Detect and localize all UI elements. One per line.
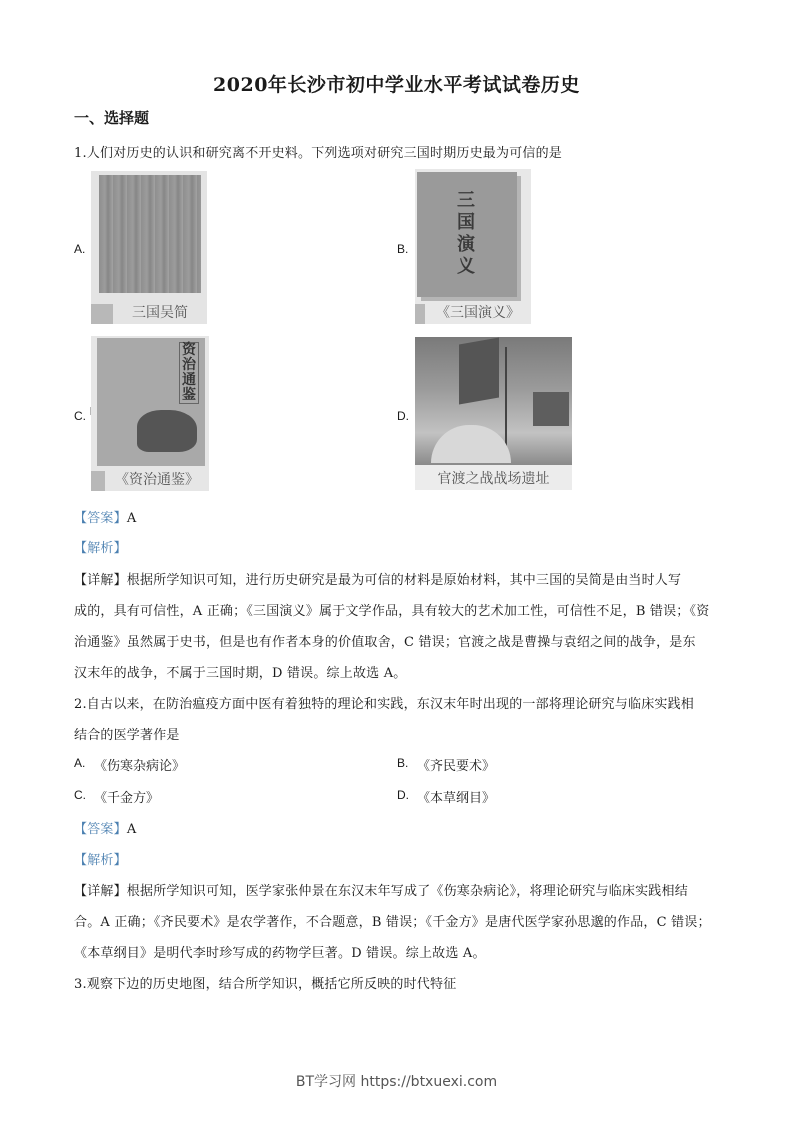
page-title: 2020年长沙市初中学业水平考试试卷历史 [213, 74, 580, 96]
q1-option-d-image [415, 337, 572, 490]
bamboo-slips-icon [99, 175, 201, 293]
q1-detail-line: 汉末年的战争，不属于三国时期，D 错误。综上故选 A。 [74, 666, 407, 681]
q1-option-c-caption: 《资治通鉴》 [115, 472, 199, 488]
q1-detail-line: 【详解】根据所学知识可知，进行历史研究是最为可信的材料是原始材料，其中三国的吴简是由当时人写 [74, 573, 682, 588]
answer-tag: 【答案】 [74, 822, 127, 837]
q1-detail-line: 成的，具有可信性，A 正确；《三国演义》属于文学作品，具有较大的艺术加工性，可信性不足，B 错误；《资 [74, 604, 710, 619]
question-2-stem: 2.自古以来，在防治瘟疫方面中医有着独特的理论和实践，东汉末年时出现的一部将理论研究与临床实践相 [74, 697, 695, 712]
book-cover-icon: 三国演义 [417, 172, 517, 297]
q2-option-a-text: 《伤寒杂病论》 [94, 759, 186, 774]
q2-detail-line: 合。A 正确；《齐民要术》是农学著作，不合题意，B 错误；《千金方》是唐代医学家孙思邈的作品，C 错误； [74, 915, 711, 930]
book-cover-icon: 资治通鉴 [97, 338, 205, 466]
q2-option-a-label: A. [74, 756, 86, 770]
q1-option-a-caption: 三国吴简 [132, 305, 188, 321]
answer-value: A [126, 822, 137, 837]
gray-block [91, 471, 105, 491]
q1-option-d-label: D. [397, 409, 409, 423]
section-heading: 一、选择题 [74, 109, 150, 127]
q1-detail-line: 治通鉴》虽然属于史书，但是也有作者本身的价值取舍，C 错误；官渡之战是曹操与袁绍之间的战争，是东 [74, 635, 696, 650]
q1-answer [74, 507, 136, 526]
answer-tag: 【答案】 [74, 511, 127, 526]
question-3-stem: 3.观察下边的历史地图，结合所学知识，概括它所反映的时代特征 [74, 977, 457, 992]
gray-block [415, 304, 425, 324]
q1-option-a-image [91, 171, 207, 324]
q2-option-b-label: B. [397, 756, 409, 770]
q1-option-b-caption: 《三国演义》 [436, 305, 520, 321]
question-2-stem: 结合的医学著作是 [74, 728, 180, 743]
q1-option-c-image [91, 336, 209, 491]
q2-detail-line: 《本草纲目》是明代李时珍写成的药物学巨著。D 错误。综上故选 A。 [74, 946, 486, 961]
q2-option-c-text: 《千金方》 [94, 791, 160, 806]
q1-analysis-tag: 【解析】 [74, 541, 127, 556]
q1-option-b-image [415, 169, 531, 324]
answer-value: A [126, 511, 137, 526]
q2-option-b-text: 《齐民要术》 [417, 759, 496, 774]
q1-option-d-caption: 官渡之战战场遗址 [437, 471, 550, 487]
battlefield-site-icon [415, 337, 572, 465]
q1-option-a-label: A. [74, 242, 86, 256]
q1-option-b-label: B. [397, 242, 409, 256]
q2-option-d-text: 《本草纲目》 [417, 791, 496, 806]
gray-block [91, 304, 113, 324]
q2-option-d-label: D. [397, 788, 409, 802]
q2-option-c-label: C. [74, 788, 86, 802]
footer-watermark: BT学习网 https://btxuexi.com [295, 1074, 498, 1090]
q2-detail-line: 【详解】根据所学知识可知，医学家张仲景在东汉末年写成了《伤寒杂病论》，将理论研究与临床实践相结 [74, 884, 688, 899]
q1-option-c-label: C. [74, 409, 86, 423]
q2-analysis-tag: 【解析】 [74, 853, 127, 868]
q2-answer [74, 818, 136, 837]
question-1-stem: 1.人们对历史的认识和研究离不开史料。下列选项对研究三国时期历史最为可信的是 [74, 146, 563, 161]
